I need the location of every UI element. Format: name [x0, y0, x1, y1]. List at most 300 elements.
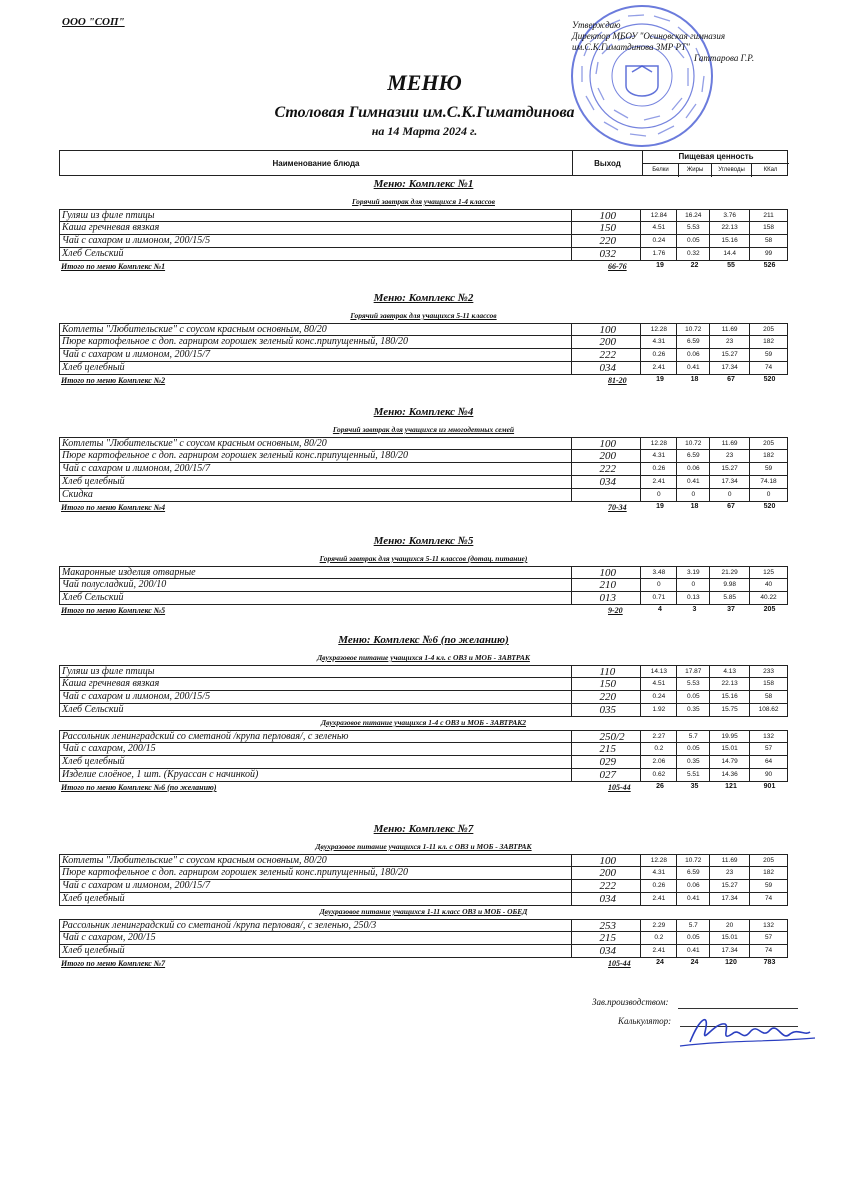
header-proteins: Белки: [643, 164, 679, 177]
dish-name: Изделие слоёное, 1 шт. (Круассан с начинкой): [60, 769, 572, 781]
dish-name: Котлеты "Любительские" с соусом красным основным, 80/20: [60, 324, 572, 335]
dish-proteins: 4.31: [641, 867, 677, 879]
table-row: [59, 349, 788, 362]
dish-proteins: 0: [641, 579, 677, 591]
dish-proteins: 3.48: [641, 567, 677, 578]
dish-proteins: 0.2: [641, 743, 677, 755]
dish-carbs: 0: [710, 489, 750, 501]
dish-output: [572, 489, 642, 501]
table-row: [59, 489, 788, 502]
dish-fats: 16.24: [677, 210, 710, 221]
dish-kcal: 74: [764, 364, 773, 371]
table-row: [59, 209, 788, 222]
dish-name: Хлеб Сельский: [60, 704, 572, 716]
dish-carbs: 21.29: [710, 567, 750, 578]
dish-kcal: 182: [763, 869, 774, 876]
dish-kcal: 74: [764, 895, 773, 902]
dish-carbs: 14.79: [710, 756, 750, 768]
dish-carbs: 15.16: [710, 691, 750, 703]
dish-carbs: 5.85: [710, 592, 750, 604]
total-output: 66-76: [608, 262, 627, 271]
dish-fats: 0.41: [677, 476, 710, 488]
total-proteins: 24: [656, 959, 664, 966]
dish-output: 150: [572, 222, 642, 234]
dish-name: Котлеты "Любительские" с соусом красным основным, 80/20: [60, 855, 572, 866]
total-fats: 18: [690, 503, 699, 510]
dish-fats: 0.35: [677, 704, 710, 716]
dish-fats: 3.19: [677, 567, 710, 578]
dish-carbs: 22.13: [710, 678, 750, 690]
table-row: [59, 566, 788, 579]
dish-kcal: 58: [764, 237, 773, 244]
menu-table: [59, 854, 788, 906]
dish-carbs: 11.69: [710, 438, 750, 449]
dish-proteins: 0.26: [641, 463, 677, 475]
dish-fats: 17.87: [677, 666, 710, 677]
dish-carbs: 22.13: [710, 222, 750, 234]
dish-carbs: 3.76: [710, 210, 750, 221]
dish-output: 215: [572, 932, 642, 944]
table-row: [59, 463, 788, 476]
dish-output: 013: [572, 592, 642, 604]
dish-kcal: 205: [763, 440, 774, 447]
group-subtitle: Двухразовое питание учащихся 1-4 с ОВЗ и МОБ - ЗАВТРАК2: [320, 718, 527, 727]
dish-kcal: 108.62: [758, 706, 779, 713]
table-row: [59, 704, 788, 717]
table-row: [59, 691, 788, 704]
dish-kcal: 125: [763, 569, 774, 576]
dish-name: Чай с сахаром и лимоном, 200/15/5: [60, 691, 572, 703]
dish-name: Чай с сахаром и лимоном, 200/15/7: [60, 880, 572, 892]
dish-kcal: 74.18: [760, 478, 777, 485]
dish-fats: 10.72: [677, 324, 710, 335]
dish-name: Каша гречневая вязкая: [60, 678, 572, 690]
dish-carbs: 15.01: [710, 743, 750, 755]
dish-output: 253: [572, 920, 642, 931]
dish-fats: 0: [677, 489, 710, 501]
dish-name: Чай с сахаром, 200/15: [60, 743, 572, 755]
dish-kcal: 233: [763, 668, 774, 675]
section-total: [59, 783, 788, 795]
dish-carbs: 15.16: [710, 235, 750, 247]
approval-line-1: Утверждаю: [572, 20, 621, 30]
dish-name: Хлеб целебный: [60, 362, 572, 374]
dish-proteins: 4.31: [641, 450, 677, 462]
dish-fats: 0.13: [677, 592, 710, 604]
dish-name: Чай полусладкий, 200/10: [60, 579, 572, 591]
table-row: [59, 248, 788, 261]
group-subtitle: Горячий завтрак для учащихся 5-11 классов: [350, 311, 497, 320]
dish-output: 100: [572, 438, 642, 449]
dish-name: Хлеб целебный: [60, 893, 572, 905]
dish-name: Чай с сахаром и лимоном, 200/15/5: [60, 235, 572, 247]
section-total: [59, 262, 788, 274]
dish-fats: 0.41: [677, 893, 710, 905]
dish-kcal: 59: [764, 351, 773, 358]
menu-table: [59, 566, 788, 605]
total-label: Итого по меню Комплекс №4: [61, 503, 166, 512]
total-output: 9-20: [608, 606, 623, 615]
dish-output: 100: [572, 324, 642, 335]
total-carbs: 120: [725, 959, 737, 966]
table-row: [59, 476, 788, 489]
dish-fats: 0.32: [677, 248, 710, 260]
dish-fats: 5.53: [677, 222, 710, 234]
table-row: [59, 665, 788, 678]
dish-proteins: 0.24: [641, 235, 677, 247]
total-proteins: 4: [658, 606, 662, 613]
dish-carbs: 20: [710, 920, 750, 931]
dish-proteins: 1.76: [641, 248, 677, 260]
total-carbs: 55: [727, 262, 735, 269]
dish-proteins: 0.26: [641, 880, 677, 892]
dish-name: Рассольник ленинградский со сметаной /крупа перловая/, с зеленью, 250/3: [60, 920, 572, 931]
dish-fats: 0: [677, 579, 710, 591]
dish-kcal: 211: [763, 212, 774, 219]
section-title: Меню: Комплекс №4: [373, 406, 474, 418]
dish-carbs: 23: [710, 450, 750, 462]
dish-kcal: 40.22: [760, 594, 777, 601]
dish-carbs: 15.01: [710, 932, 750, 944]
dish-kcal: 64: [764, 758, 773, 765]
approval-block: [572, 20, 772, 64]
dish-kcal: 0: [766, 491, 771, 498]
page-title: МЕНЮ: [387, 70, 462, 95]
dish-name: Хлеб Сельский: [60, 248, 572, 260]
organization-name: ООО "СОП": [62, 16, 125, 28]
dish-output: 220: [572, 235, 642, 247]
total-kcal: 520: [763, 503, 776, 510]
group-subtitle: Горячий завтрак для учащихся 5-11 классов (дотац. питание): [319, 554, 528, 563]
dish-output: 100: [572, 855, 642, 866]
total-carbs: 37: [727, 606, 735, 613]
dish-output: 034: [572, 893, 642, 905]
dish-kcal: 59: [764, 882, 773, 889]
dish-fats: 0.05: [677, 235, 710, 247]
dish-kcal: 205: [763, 326, 774, 333]
dish-kcal: 57: [764, 934, 773, 941]
dish-kcal: 58: [764, 693, 773, 700]
table-row: [59, 437, 788, 450]
dish-proteins: 14.13: [641, 666, 677, 677]
section-title: Меню: Комплекс №6 (по желанию): [338, 634, 509, 646]
dish-proteins: 0: [641, 489, 677, 501]
header-name: Наименование блюда: [60, 151, 573, 175]
dish-proteins: 1.92: [641, 704, 677, 716]
dish-carbs: 19.95: [710, 731, 750, 742]
total-label: Итого по меню Комплекс №2: [61, 376, 166, 385]
total-carbs: 121: [725, 783, 737, 790]
dish-proteins: 0.71: [641, 592, 677, 604]
dish-output: 215: [572, 743, 642, 755]
table-row: [59, 678, 788, 691]
dish-name: Чай с сахаром, 200/15: [60, 932, 572, 944]
manager-signature-line: [678, 1008, 798, 1009]
dish-output: 200: [572, 450, 642, 462]
header-carbs: Углеводы: [712, 164, 752, 177]
total-proteins: 19: [656, 376, 664, 383]
dish-carbs: 4.13: [710, 666, 750, 677]
dish-carbs: 23: [710, 867, 750, 879]
dish-output: 200: [572, 867, 642, 879]
dish-proteins: 12.28: [641, 855, 677, 866]
dish-carbs: 15.75: [710, 704, 750, 716]
dish-fats: 0.41: [677, 362, 710, 374]
dish-name: Пюре картофельное с доп. гарниром горошек зеленый конс.припущенный, 180/20: [60, 450, 572, 462]
section-total: [59, 606, 788, 618]
dish-fats: 0.41: [677, 945, 710, 957]
dish-fats: 0.05: [677, 743, 710, 755]
dish-fats: 6.59: [677, 450, 710, 462]
dish-fats: 5.7: [677, 731, 710, 742]
dish-name: Макаронные изделия отварные: [60, 567, 572, 578]
dish-proteins: 4.51: [641, 678, 677, 690]
section-total: [59, 503, 788, 515]
dish-fats: 0.05: [677, 932, 710, 944]
dish-name: Хлеб целебный: [60, 945, 572, 957]
dish-proteins: 12.28: [641, 438, 677, 449]
menu-table: [59, 209, 788, 261]
dish-carbs: 11.69: [710, 324, 750, 335]
dish-fats: 5.51: [677, 769, 710, 781]
total-kcal: 520: [763, 376, 776, 383]
approval-signer: Гаттарова Г.Р.: [694, 53, 755, 63]
section-title: Меню: Комплекс №2: [373, 292, 474, 304]
section-title: Меню: Комплекс №1: [373, 178, 474, 190]
total-label: Итого по меню Комплекс №6 (по желанию): [61, 783, 217, 792]
total-label: Итого по меню Комплекс №1: [61, 262, 166, 271]
table-row: [59, 919, 788, 932]
dish-carbs: 14.36: [710, 769, 750, 781]
dish-output: 027: [572, 769, 642, 781]
dish-output: 034: [572, 362, 642, 374]
dish-name: Рассольник ленинградский со сметаной /крупа перловая/, с зеленью: [60, 731, 572, 742]
table-row: [59, 579, 788, 592]
total-kcal: 205: [763, 606, 776, 613]
dish-carbs: 23: [710, 336, 750, 348]
dish-kcal: 57: [764, 745, 773, 752]
table-row: [59, 893, 788, 906]
table-row: [59, 945, 788, 958]
dish-kcal: 40: [764, 581, 773, 588]
header-fats: Жиры: [679, 164, 712, 177]
dish-proteins: 0.62: [641, 769, 677, 781]
menu-table: [59, 919, 788, 958]
dish-carbs: 9.98: [710, 579, 750, 591]
header-nutrition: Пищевая ценность: [678, 152, 754, 161]
dish-name: Пюре картофельное с доп. гарниром горошек зеленый конс.припущенный, 180/20: [60, 336, 572, 348]
dish-proteins: 4.51: [641, 222, 677, 234]
dish-output: 032: [572, 248, 642, 260]
table-header: [59, 150, 788, 176]
dish-carbs: 15.27: [710, 880, 750, 892]
dish-proteins: 2.06: [641, 756, 677, 768]
dish-proteins: 2.41: [641, 476, 677, 488]
table-row: [59, 769, 788, 782]
dish-kcal: 132: [763, 733, 774, 740]
group-subtitle: Двухразовое питание учащихся 1-4 кл. с ОВЗ и МОБ - ЗАВТРАК: [317, 653, 530, 662]
total-fats: 35: [690, 783, 699, 790]
dish-output: 222: [572, 880, 642, 892]
dish-carbs: 14.4: [710, 248, 750, 260]
dish-output: 222: [572, 463, 642, 475]
section-total: [59, 376, 788, 388]
dish-carbs: 11.69: [710, 855, 750, 866]
total-fats: 24: [690, 959, 699, 966]
table-row: [59, 235, 788, 248]
dish-fats: 0.05: [677, 691, 710, 703]
total-output: 105-44: [608, 783, 631, 792]
dish-kcal: 158: [763, 680, 774, 687]
dish-fats: 6.59: [677, 336, 710, 348]
dish-fats: 5.7: [677, 920, 710, 931]
total-output: 105-44: [608, 959, 631, 968]
approval-line-2: Директор МБОУ "Осиновская гимназия: [572, 31, 726, 41]
dish-fats: 6.59: [677, 867, 710, 879]
page-subtitle: Столовая Гимназии им.С.К.Гиматдинова: [274, 104, 575, 121]
table-row: [59, 450, 788, 463]
header-kcal: ККал: [763, 167, 778, 173]
dish-kcal: 182: [763, 452, 774, 459]
dish-output: 100: [572, 210, 642, 221]
table-row: [59, 222, 788, 235]
group-subtitle: Горячий завтрак для учащихся 1-4 классов: [352, 197, 495, 206]
dish-fats: 5.53: [677, 678, 710, 690]
group-subtitle: Горячий завтрак для учащихся из многодетных семей: [332, 425, 515, 434]
dish-output: 200: [572, 336, 642, 348]
menu-table: [59, 665, 788, 717]
total-fats: 18: [690, 376, 699, 383]
dish-output: 035: [572, 704, 642, 716]
dish-carbs: 17.34: [710, 893, 750, 905]
dish-name: Пюре картофельное с доп. гарниром горошек зеленый конс.припущенный, 180/20: [60, 867, 572, 879]
dish-fats: 0.35: [677, 756, 710, 768]
dish-carbs: 17.34: [710, 362, 750, 374]
dish-name: Скидка: [60, 489, 572, 501]
dish-name: Котлеты "Любительские" с соусом красным основным, 80/20: [60, 438, 572, 449]
total-proteins: 19: [656, 262, 664, 269]
dish-carbs: 15.27: [710, 463, 750, 475]
total-carbs: 67: [727, 376, 735, 383]
table-row: [59, 932, 788, 945]
total-proteins: 19: [656, 503, 664, 510]
group-subtitle: Двухразовое питание учащихся 1-11 кл. с ОВЗ и МОБ - ЗАВТРАК: [315, 842, 532, 851]
table-row: [59, 730, 788, 743]
dish-fats: 10.72: [677, 855, 710, 866]
dish-output: 150: [572, 678, 642, 690]
dish-proteins: 0.2: [641, 932, 677, 944]
table-row: [59, 323, 788, 336]
dish-name: Хлеб Сельский: [60, 592, 572, 604]
dish-fats: 0.06: [677, 463, 710, 475]
total-label: Итого по меню Комплекс №7: [61, 959, 166, 968]
dish-output: 034: [572, 476, 642, 488]
dish-proteins: 0.24: [641, 691, 677, 703]
dish-proteins: 2.29: [641, 920, 677, 931]
group-subtitle: Двухразовое питание учащихся 1-11 класс ОВЗ и МОБ - ОБЕД: [319, 907, 528, 916]
table-row: [59, 880, 788, 893]
dish-output: 250/2: [572, 731, 642, 742]
total-proteins: 26: [656, 783, 664, 790]
table-row: [59, 854, 788, 867]
menu-date: на 14 Марта 2024 г.: [371, 124, 478, 138]
total-label: Итого по меню Комплекс №5: [61, 606, 166, 615]
dish-kcal: 90: [764, 771, 773, 778]
total-carbs: 67: [727, 503, 735, 510]
dish-output: 034: [572, 945, 642, 957]
dish-kcal: 205: [763, 857, 774, 864]
dish-proteins: 2.41: [641, 945, 677, 957]
total-fats: 3: [692, 606, 697, 613]
dish-output: 210: [572, 579, 642, 591]
section-total: [59, 959, 788, 971]
section-title: Меню: Комплекс №7: [373, 823, 474, 835]
total-kcal: 526: [763, 262, 776, 269]
dish-carbs: 17.34: [710, 476, 750, 488]
dish-name: Хлеб целебный: [60, 476, 572, 488]
dish-name: Чай с сахаром и лимоном, 200/15/7: [60, 349, 572, 361]
dish-carbs: 17.34: [710, 945, 750, 957]
dish-carbs: 15.27: [710, 349, 750, 361]
menu-table: [59, 437, 788, 502]
total-kcal: 783: [763, 959, 776, 966]
calculator-signature-label: Калькулятор:: [618, 1016, 672, 1026]
section-title: Меню: Комплекс №5: [373, 535, 474, 547]
dish-kcal: 74: [764, 947, 773, 954]
total-fats: 22: [690, 262, 699, 269]
table-row: [59, 743, 788, 756]
dish-kcal: 158: [763, 224, 774, 231]
dish-output: 222: [572, 349, 642, 361]
dish-fats: 10.72: [677, 438, 710, 449]
dish-proteins: 12.84: [641, 210, 677, 221]
dish-output: 029: [572, 756, 642, 768]
manager-signature-label: Зав.производством:: [592, 997, 669, 1007]
dish-kcal: 99: [764, 250, 773, 257]
dish-output: 110: [572, 666, 642, 677]
dish-name: Гуляш из филе птицы: [60, 210, 572, 221]
dish-proteins: 4.31: [641, 336, 677, 348]
table-row: [59, 336, 788, 349]
table-row: [59, 756, 788, 769]
dish-kcal: 182: [763, 338, 774, 345]
dish-proteins: 12.28: [641, 324, 677, 335]
dish-name: Гуляш из филе птицы: [60, 666, 572, 677]
dish-kcal: 59: [764, 465, 773, 472]
dish-kcal: 132: [763, 922, 774, 929]
dish-name: Каша гречневая вязкая: [60, 222, 572, 234]
total-kcal: 901: [763, 783, 776, 790]
header-output: Выход: [573, 151, 643, 175]
dish-name: Чай с сахаром и лимоном, 200/15/7: [60, 463, 572, 475]
total-output: 81-20: [608, 376, 627, 385]
dish-proteins: 0.26: [641, 349, 677, 361]
dish-proteins: 2.27: [641, 731, 677, 742]
table-row: [59, 592, 788, 605]
approval-line-3: им.С.К.Гиматдинова ЗМР РТ": [572, 42, 690, 52]
menu-table: [59, 323, 788, 375]
menu-table: [59, 730, 788, 782]
table-row: [59, 362, 788, 375]
total-output: 70-34: [608, 503, 627, 512]
dish-output: 100: [572, 567, 642, 578]
dish-fats: 0.06: [677, 349, 710, 361]
dish-fats: 0.06: [677, 880, 710, 892]
dish-output: 220: [572, 691, 642, 703]
dish-proteins: 2.41: [641, 893, 677, 905]
dish-name: Хлеб целебный: [60, 756, 572, 768]
dish-proteins: 2.41: [641, 362, 677, 374]
